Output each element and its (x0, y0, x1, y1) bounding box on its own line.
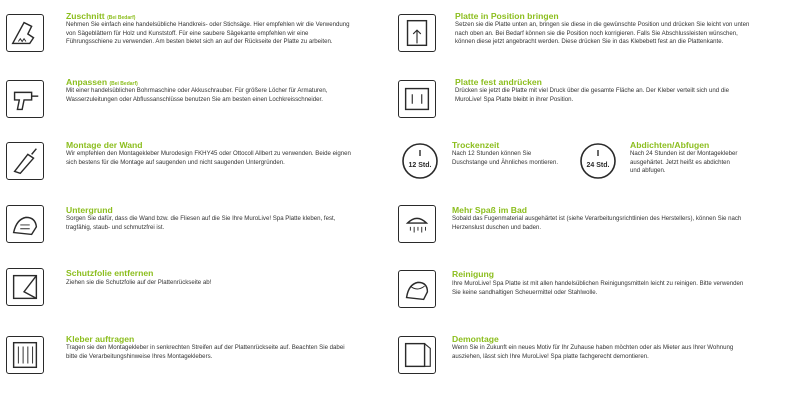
cleaning-hand-icon (398, 270, 436, 308)
clock-12h-icon (400, 141, 440, 181)
step-title-position: Platte in Position bringen (455, 11, 559, 21)
glue-gun-icon (6, 142, 44, 180)
wipe-hand-icon (6, 205, 44, 243)
step-text-andruecken: Drücken sie jetzt die Platte mit viel Druck über die gesamte Fläche an. Der Kleber verteilt sich und die MuroLive! Spa Platte bleibt in ihrer Position. (455, 87, 730, 103)
drill-icon (6, 80, 44, 118)
step-title-andruecken: Platte fest andrücken (455, 77, 542, 87)
step-text-montage: Wir empfehlen den Montagekleber Murodesign FKHY45 oder Ottocoll Allbert zu verwenden. Beide eignen sich bestens für die Montage auf saugenden und nicht saugenden Untergründen. (66, 150, 351, 166)
step-title-abdichten: Abdichten/Abfugen (630, 140, 710, 150)
step-subtitle-zuschnitt: (Bei Bedarf) (107, 15, 136, 21)
clock-24h-icon (578, 141, 618, 181)
step-title-anpassen: Anpassen (Bei Bedarf) (66, 77, 138, 87)
step-title-trockenzeit: Trockenzeit (452, 140, 500, 150)
remove-panel-icon (398, 336, 436, 374)
step-title-spass: Mehr Spaß im Bad (452, 205, 527, 215)
step-text-reinigung: Ihre MuroLive! Spa Platte ist mit allen handelsüblichen Reinigungsmitteln leicht zu reinigen. Bitte verwenden Sie keine sandhaltigen Scheuermittel oder Stahlwolle. (452, 280, 744, 296)
step-text-kleber: Tragen sie den Montagekleber in senkrechten Streifen auf der Plattenrückseite auf. Beachten Sie dabei bitte die Verarbeitungshinweise Ihres Montageklebers. (66, 344, 345, 360)
clock-12h-label: 12 Std. (408, 162, 432, 169)
step-title-reinigung: Reinigung (452, 269, 495, 279)
step-text-anpassen: Mit einer handelsüblichen Bohrmaschine oder Akkuschrauber. Für größere Löcher für Armaturen, Wasserzuleitungen oder Abflussanschlüsse benutzen Sie am besten einen Lochkreisschneider. (66, 87, 328, 103)
shower-icon (398, 205, 436, 243)
press-panel-icon (398, 80, 436, 118)
step-text-demontage: Wenn Sie in Zukunft ein neues Motiv für Ihr Zuhause haben möchten oder als Mieter aus Ihrer Wohnung ausziehen, lässt sich Ihre MuroLive! Spa platte fachgerecht demontieren. (452, 344, 734, 360)
step-text-position: Setzen sie die Platte unten an, bringen sie diese in die gewünschte Position und drücken Sie leicht von unten nach oben an. Bei Bedarf können sie die Position noch korrigieren. Falls Sie Abschlussleisten wünschen, können diese jetzt angebracht werden. Diese drücken Sie in das Klebebett fest an die Plattenkante. (455, 21, 750, 46)
step-title-untergrund: Untergrund (66, 205, 113, 215)
step-text-abdichten: Nach 24 Stunden ist der Montagekleber ausgehärtet. Jetzt heißt es abdichten und abfugen. (630, 150, 738, 175)
step-text-spass: Sobald das Fugenmaterial ausgehärtet ist (siehe Verarbeitungsrichtlinien des Herstellers), können Sie nach Herzenslust duschen und baden. (452, 215, 742, 231)
saw-icon (6, 14, 44, 52)
step-text-trockenzeit: Nach 12 Stunden können Sie Duschstange und Ähnliches montieren. (452, 150, 559, 166)
step-title-zuschnitt: Zuschnitt (Bei Bedarf) (66, 11, 136, 21)
clock-24h-label: 24 Std. (586, 162, 610, 169)
step-text-untergrund: Sorgen Sie dafür, dass die Wand bzw. die Fliesen auf die Sie Ihre MuroLive! Spa Platte kleben, fest, tragfähig, staub- und schmutzfrei ist. (66, 215, 336, 231)
step-text-schutzfolie: Ziehen sie die Schutzfolie auf der Plattenrückseite ab! (66, 279, 212, 286)
glue-lines-icon (6, 336, 44, 374)
step-text-zuschnitt: Nehmen Sie einfach eine handelsübliche Handkreis- oder Stichsäge. Hier empfehlen wir die Verwendung von Sägeblättern für Holz und Kunststoff. Für eine saubere Sägekante empfehlen wir eine Führungsschiene zu verwenden. Am besten bietet sich an auf der Rückseite der Platte zu arbeiten. (66, 21, 350, 46)
step-title-schutzfolie: Schutzfolie entfernen (66, 268, 154, 278)
step-title-montage: Montage der Wand (66, 140, 143, 150)
step-title-demontage: Demontage (452, 334, 499, 344)
panel-position-icon (398, 14, 436, 52)
peel-film-icon (6, 268, 44, 306)
step-title-kleber: Kleber auftragen (66, 334, 135, 344)
step-subtitle-anpassen: (Bei Bedarf) (109, 81, 138, 87)
